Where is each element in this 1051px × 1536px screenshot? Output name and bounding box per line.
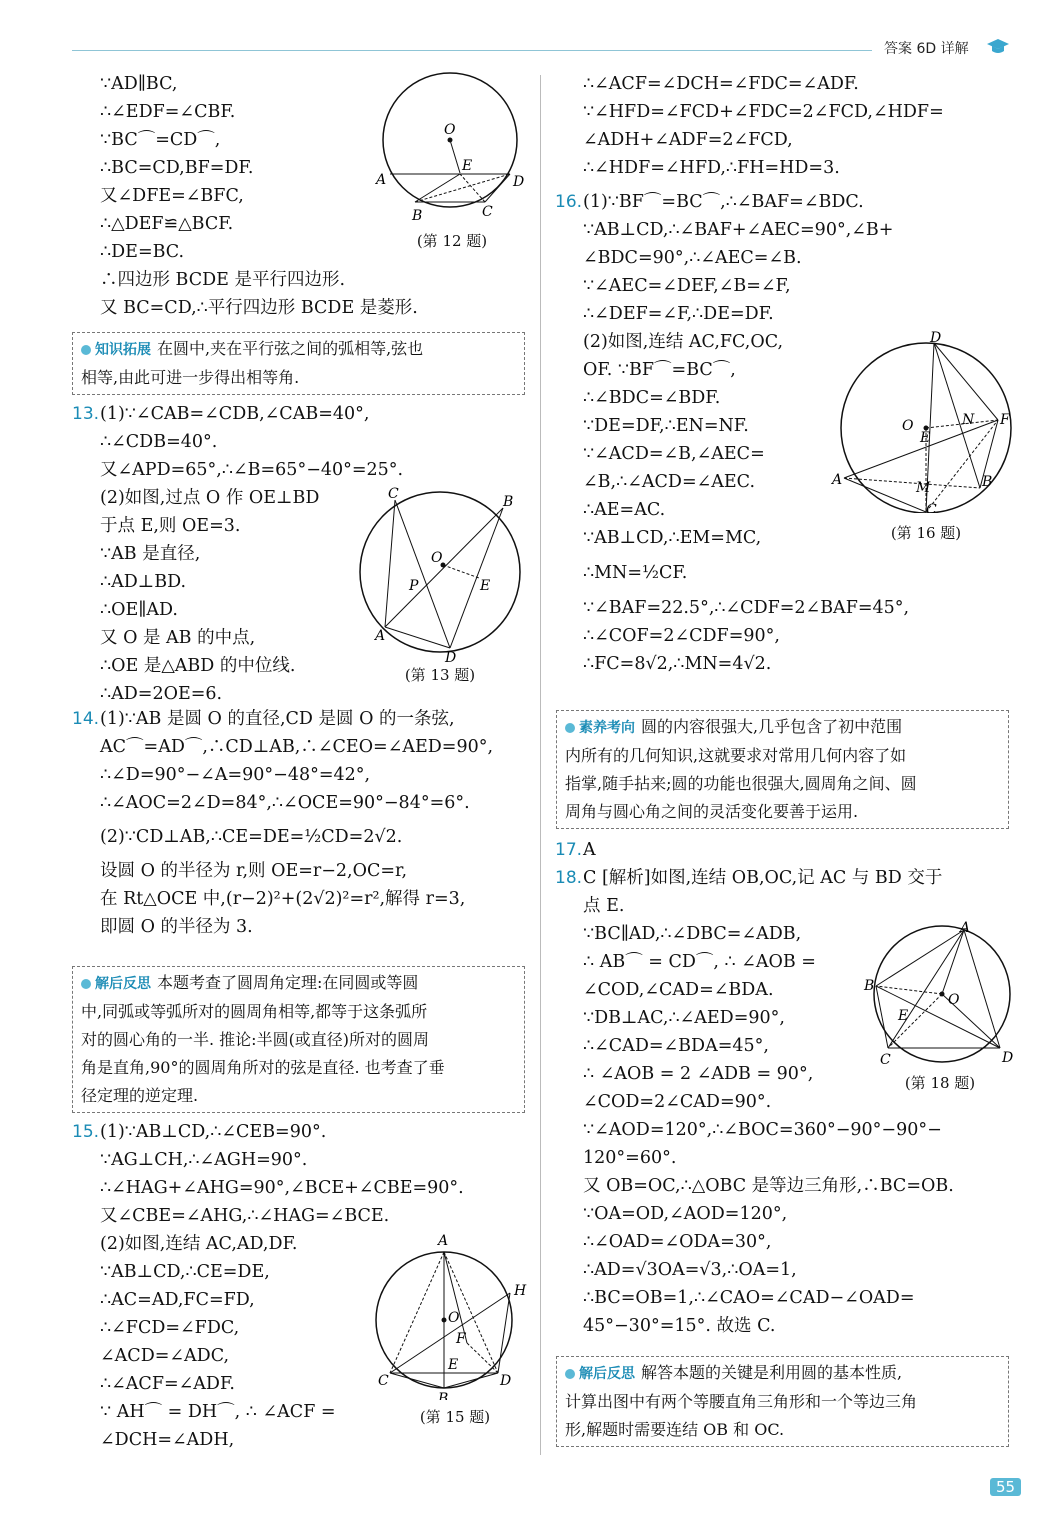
text-line: ∠COD,∠CAD=∠BDA. (583, 980, 774, 1000)
text-line: ∴∠ACF=∠ADF. (100, 1374, 235, 1394)
point-label: E (448, 1357, 459, 1373)
figure-16 (830, 328, 1020, 517)
text-line: ∵DB⊥AC,∴∠AED=90°, (583, 1008, 785, 1028)
point-label: H (514, 1283, 527, 1299)
text-line: ∵AB 是直径, (100, 544, 201, 564)
page-number: 55 (990, 1478, 1021, 1496)
text-line: 于点 E,则 OE=3. (100, 516, 241, 536)
point-label: D (930, 330, 942, 346)
text-line: 又∠DFE=∠BFC, (100, 186, 244, 206)
text-line: ∠BDC=90°,∴∠AEC=∠B. (583, 248, 802, 268)
figure-15 (372, 1225, 532, 1404)
box-line: 径定理的逆定理. (81, 1086, 199, 1105)
figure-13-caption: (第 13 题) (404, 666, 476, 684)
point-label: D (1002, 1050, 1014, 1066)
text-line: 又 BC=CD,∴平行四边形 BCDE 是菱形. (100, 298, 418, 318)
box-tag: 解后反思 (81, 976, 151, 992)
point-label: O (948, 992, 960, 1008)
reflection-box-2 (556, 1356, 1009, 1447)
box-tag: 知识拓展 (81, 342, 151, 358)
text-line: ∴∠FCD=∠FDC, (100, 1318, 240, 1338)
point-label: B (864, 978, 875, 994)
box-line: 在圆中,夹在平行弦之间的弧相等,弦也 (157, 339, 424, 358)
point-label: C (388, 486, 399, 502)
question-number: 18. (555, 868, 583, 888)
text-line: (2)如图,连结 AC,AD,DF. (100, 1234, 298, 1254)
text-line: 又 O 是 AB 的中点, (100, 628, 256, 648)
text-line: ∴∠BDC=∠BDF. (583, 388, 721, 408)
box-tag: 素养考向 (565, 720, 635, 736)
question-number: 16. (555, 192, 583, 212)
point-label: D (513, 174, 525, 190)
text-line: ∴MN=½CF. (583, 563, 688, 583)
text-line: 又∠APD=65°,∴∠B=65°−40°=25°. (100, 460, 404, 480)
text-line: ∵AB⊥CD,∴∠BAF+∠AEC=90°,∠B+ (583, 220, 894, 240)
figure-13 (355, 482, 530, 666)
text-line: (2)如图,过点 O 作 OE⊥BD (100, 488, 320, 508)
box-line: 计算出图中有两个等腰直角三角形和一个等边三角 (565, 1392, 918, 1411)
text-line: ∵AB⊥CD,∴EM=MC, (583, 528, 762, 548)
point-label: B (438, 1391, 449, 1400)
text-line: ∴DE=BC. (100, 242, 185, 262)
text-line: ∴BC=CD,BF=DF. (100, 158, 254, 178)
text-line: ∴△DEF≌△BCF. (100, 214, 234, 234)
text-line: ∴∠OAD=∠ODA=30°, (583, 1232, 772, 1252)
text-line: ∠DCH=∠ADH, (100, 1430, 235, 1450)
point-label: P (409, 578, 419, 594)
text-line: ∴OE∥AD. (100, 600, 178, 620)
text-line: (1)∵AB 是圆 O 的直径,CD 是圆 O 的一条弦, (100, 709, 455, 729)
point-label: B (412, 208, 423, 224)
text-line: ∴四边形 BCDE 是平行四边形. (100, 270, 346, 290)
point-label: E (920, 430, 931, 446)
text-line: ∴AC=AD,FC=FD, (100, 1290, 255, 1310)
point-label: O (448, 1310, 460, 1326)
point-label: F (1000, 412, 1010, 428)
point-label: B (982, 474, 993, 490)
text-line: ∵AB⊥CD,∴CE=DE, (100, 1262, 270, 1282)
box-line: 周角与圆心角之间的灵活变化要善于运用. (565, 802, 859, 821)
box-line: 形,解题时需要连结 OB 和 OC. (565, 1420, 785, 1439)
text-line: ∵∠ACD=∠B,∠AEC= (583, 444, 765, 464)
text-line: (2)如图,连结 AC,FC,OC, (583, 332, 784, 352)
text-line: ∵∠AEC=∠DEF,∠B=∠F, (583, 276, 791, 296)
text-line: ∴∠COF=2∠CDF=90°, (583, 626, 780, 646)
knowledge-extension-box (72, 332, 525, 395)
point-label: M (916, 480, 931, 496)
point-label: A (375, 628, 386, 644)
point-label: C (926, 502, 937, 513)
text-line: ∵OA=OD,∠AOD=120°, (583, 1204, 788, 1224)
box-line: 相等,由此可进一步得出相等角. (81, 368, 300, 387)
question-number: 17. (555, 840, 583, 860)
text-line: ∠COD=2∠CAD=90°. (583, 1092, 772, 1112)
text-line: ∴AD=2OE=6. (100, 684, 223, 704)
text-line: (1)∵BF⌒=BC⌒,∴∠BAF=∠BDC. (583, 192, 864, 212)
point-label: A (960, 920, 971, 936)
figure-18-caption: (第 18 题) (904, 1074, 976, 1092)
question-number: 15. (72, 1122, 100, 1142)
text-line: ∴∠HAG+∠AHG=90°,∠BCE+∠CBE=90°. (100, 1178, 464, 1198)
text-line: ∵AG⊥CH,∴∠AGH=90°. (100, 1150, 308, 1170)
text-line: 120°=60°. (583, 1148, 677, 1168)
text-line: 又 OB=OC,∴△OBC 是等边三角形,∴BC=OB. (583, 1176, 954, 1196)
box-line: 对的圆心角的一半. 推论:半圆(或直径)所对的圆周 (81, 1030, 430, 1049)
header-title: 答案 6D 详解 (884, 41, 969, 57)
text-line: ∴AD=√3OA=√3,∴OA=1, (583, 1260, 797, 1280)
figure-15-caption: (第 15 题) (419, 1408, 491, 1426)
answer: A (583, 840, 596, 860)
text-line: ∵BC∥AD,∴∠DBC=∠ADB, (583, 924, 802, 944)
header-rule (72, 50, 872, 51)
text-line: ∴OE 是△ABD 的中位线. (100, 656, 296, 676)
text-line: ∴∠ACF=∠DCH=∠FDC=∠ADF. (583, 74, 859, 94)
point-label: E (898, 1008, 909, 1024)
text-line: ∠ADH+∠ADF=2∠FCD, (583, 130, 793, 150)
text-line: ∴∠HDF=∠HFD,∴FH=HD=3. (583, 158, 840, 178)
text-line: ∵DE=DF,∴EN=NF. (583, 416, 749, 436)
text-line: (1)∵AB⊥CD,∴∠CEB=90°. (100, 1122, 327, 1142)
text-line: ∵∠BAF=22.5°,∴∠CDF=2∠BAF=45°, (583, 598, 910, 618)
box-line: 内所有的几何知识,这就要求对常用几何内容了如 (565, 746, 907, 765)
q17-block (555, 836, 1013, 864)
point-label: A (832, 472, 843, 488)
point-label: A (376, 172, 387, 188)
column-divider (540, 75, 541, 1455)
mortarboard-icon (986, 38, 1010, 56)
text-line: (2)∵CD⊥AB,∴CE=DE=½CD=2√2. (100, 827, 403, 847)
text-line: ∵AD∥BC, (100, 74, 178, 94)
figure-18 (860, 918, 1020, 1072)
text-line: ∴AD⊥BD. (100, 572, 187, 592)
text-line: ∴ AB⌒ = CD⌒, ∴ ∠AOB = (583, 952, 816, 972)
question-number: 13. (72, 404, 100, 424)
text-line: 即圆 O 的半径为 3. (100, 917, 253, 937)
text-line: ∴∠EDF=∠CBF. (100, 102, 236, 122)
text-line: ∴BC=OB=1,∴∠CAO=∠CAD−∠OAD= (583, 1288, 915, 1308)
text-line: 45°−30°=15°. 故选 C. (583, 1316, 776, 1336)
point-label: O (431, 550, 443, 566)
point-label: E (480, 578, 491, 594)
q14-block (72, 705, 525, 941)
text-line: ∠ACD=∠ADC, (100, 1346, 230, 1366)
text-line: ∵ AH⌒ = DH⌒, ∴ ∠ACF = (100, 1402, 336, 1422)
text-line: ∴ ∠AOB = 2 ∠ADB = 90°, (583, 1064, 814, 1084)
question-number: 14. (72, 709, 100, 729)
text-line: 又∠CBE=∠AHG,∴∠HAG=∠BCE. (100, 1206, 390, 1226)
point-label: F (456, 1331, 466, 1347)
right-top-block (583, 70, 1013, 182)
box-line: 本题考查了圆周角定理:在同圆或等圆 (157, 973, 419, 992)
text-line: 设圆 O 的半径为 r,则 OE=r−2,OC=r, (100, 861, 408, 881)
point-label: D (445, 650, 457, 662)
text-line: 点 E. (583, 896, 625, 916)
box-line: 圆的内容很强大,几乎包含了初中范围 (641, 717, 903, 736)
box-line: 指掌,随手拈来;圆的功能也很强大,圆周角之间、圆 (565, 774, 917, 793)
box-line: 解答本题的关键是利用圆的基本性质, (641, 1363, 903, 1382)
figure-16-caption: (第 16 题) (890, 524, 962, 542)
text-line: ∴∠D=90°−∠A=90°−48°=42°, (100, 765, 371, 785)
text-line: 在 Rt△OCE 中,(r−2)²+(2√2)²=r²,解得 r=3, (100, 889, 466, 909)
text-line: ∠B,∴∠ACD=∠AEC. (583, 472, 756, 492)
text-line: ∴∠DEF=∠F,∴DE=DF. (583, 304, 774, 324)
text-line: (1)∵∠CAB=∠CDB,∠CAB=40°, (100, 404, 370, 424)
text-line: ∴FC=8√2,∴MN=4√2. (583, 654, 772, 674)
point-label: D (500, 1373, 512, 1389)
figure-12-caption: (第 12 题) (416, 232, 488, 250)
point-label: O (444, 122, 456, 138)
text-line: C [解析]如图,连结 OB,OC,记 AC 与 BD 交于 (583, 868, 943, 888)
point-label: C (482, 204, 493, 220)
text-line: ∵BC⌒=CD⌒, (100, 130, 221, 150)
point-label: E (462, 158, 473, 174)
box-line: 角是直角,90°的圆周角所对的弦是直径. 也考查了垂 (81, 1058, 445, 1077)
text-line: ∵∠HFD=∠FCD+∠FDC=2∠FCD,∠HDF= (583, 102, 944, 122)
point-label: C (378, 1373, 389, 1389)
point-label: O (902, 418, 914, 434)
text-line: AC⌒=AD⌒,∴CD⊥AB,∴∠CEO=∠AED=90°, (100, 737, 494, 757)
box-tag: 解后反思 (565, 1366, 635, 1382)
box-line: 中,同弧或等弧所对的圆周角相等,都等于这条弧所 (81, 1002, 428, 1021)
text-line: OF. ∵BF⌒=BC⌒, (583, 360, 736, 380)
point-label: B (503, 494, 514, 510)
reflection-box (72, 966, 525, 1113)
point-label: A (438, 1233, 449, 1249)
point-label: N (962, 412, 975, 428)
literacy-direction-box (556, 710, 1009, 829)
point-label: C (880, 1052, 891, 1068)
text-line: ∴AE=AC. (583, 500, 666, 520)
text-line: ∴∠CAD=∠BDA=45°, (583, 1036, 769, 1056)
text-line: ∴∠AOC=2∠D=84°,∴∠OCE=90°−84°=6°. (100, 793, 470, 813)
text-line: ∵∠AOD=120°,∴∠BOC=360°−90°−90°− (583, 1120, 942, 1140)
text-line: ∴∠CDB=40°. (100, 432, 218, 452)
figure-12 (370, 70, 530, 234)
